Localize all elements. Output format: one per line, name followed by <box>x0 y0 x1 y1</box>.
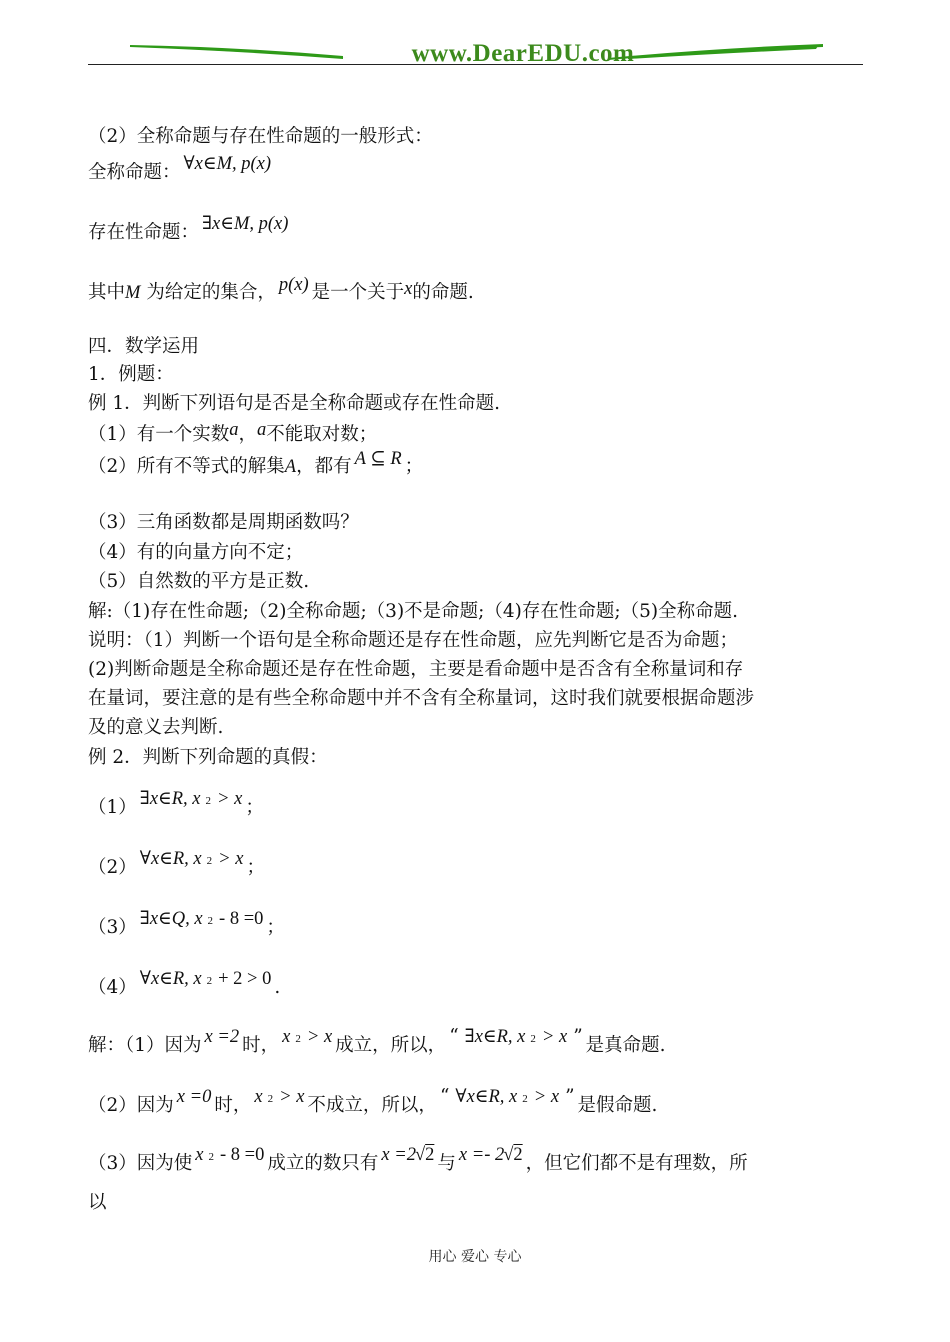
paragraph: 例 2．判断下列命题的真假： <box>88 747 328 768</box>
formula-item: （2） ∀x∈R, x $^2$ > x ； <box>88 849 265 878</box>
paragraph: （5）自然数的平方是正数. <box>88 571 310 592</box>
solution-line: （3）因为使 x $^2$ - 8 =0 成立的数只有 x =2√2 与 x =- 2√2 ，但它们都不是有理数，所 <box>88 1145 748 1174</box>
header-rule <box>88 64 863 65</box>
paragraph: 1．例题： <box>88 364 174 385</box>
solution-line: 解：（1）因为 x =2 时， x $^2$ > x 成立，所以， “ ∃x∈R, x $^2$ > x ” 是真命题. <box>88 1026 666 1056</box>
paragraph: 在量词，要注意的是有些全称命题中并不含有全称量词，这时我们就要根据命题涉 <box>88 688 755 709</box>
paragraph: 以 <box>88 1192 107 1213</box>
paragraph: （2）所有不等式的解集A，都有 A ⊆ R ； <box>88 449 424 477</box>
paragraph: 全称命题： ∀x∈M, p(x) <box>88 154 272 183</box>
paragraph: （4）有的向量方向不定； <box>88 542 304 563</box>
site-header <box>88 38 863 72</box>
formula-item: （4） ∀x∈R, x $^2$ + 2 > 0 . <box>88 969 281 998</box>
site-logo-text: www.DearEDU.com <box>411 40 635 67</box>
formula: ∃x∈M, p(x) <box>202 214 289 234</box>
solution-line: （2）因为 x =0 时， x $^2$ > x 不成立，所以， “ ∀x∈R, x $^2$ > x ” 是假命题. <box>88 1086 658 1116</box>
paragraph: 其中M 为给定的集合， p(x) 是一个关于x的命题. <box>88 275 474 303</box>
formula: ∀x∈M, p(x) <box>183 154 272 174</box>
paragraph: （3）三角函数都是周期函数吗？ <box>88 512 359 533</box>
paragraph: (2)判断命题是全称命题还是存在性命题，主要是看命题中是否含有全称量词和存 <box>88 659 744 680</box>
formula-item: （3） ∃x∈Q, x $^2$ - 8 =0 ； <box>88 909 285 938</box>
paragraph: （2）全称命题与存在性命题的一般形式： <box>88 126 433 147</box>
page-footer: 用心 爱心 专心 <box>428 1249 522 1265</box>
paragraph: （1）有一个实数a，a不能取对数； <box>88 420 378 445</box>
paragraph: 说明：（1）判断一个语句是全称命题还是存在性命题，应先判断它是否为命题； <box>88 630 739 651</box>
section-heading: 四．数学运用 <box>88 336 200 357</box>
paragraph: 解:（1)存在性命题;（2)全称命题;（3)不是命题;（4)存在性命题;（5)全称命题. <box>88 601 738 622</box>
paragraph: 存在性命题： ∃x∈M, p(x) <box>88 214 289 243</box>
formula-item: （1） ∃x∈R, x $^2$ > x ； <box>88 789 264 818</box>
paragraph: 例 1．判断下列语句是否是全称命题或存在性命题. <box>88 393 501 414</box>
paragraph: 及的意义去判断. <box>88 717 224 738</box>
